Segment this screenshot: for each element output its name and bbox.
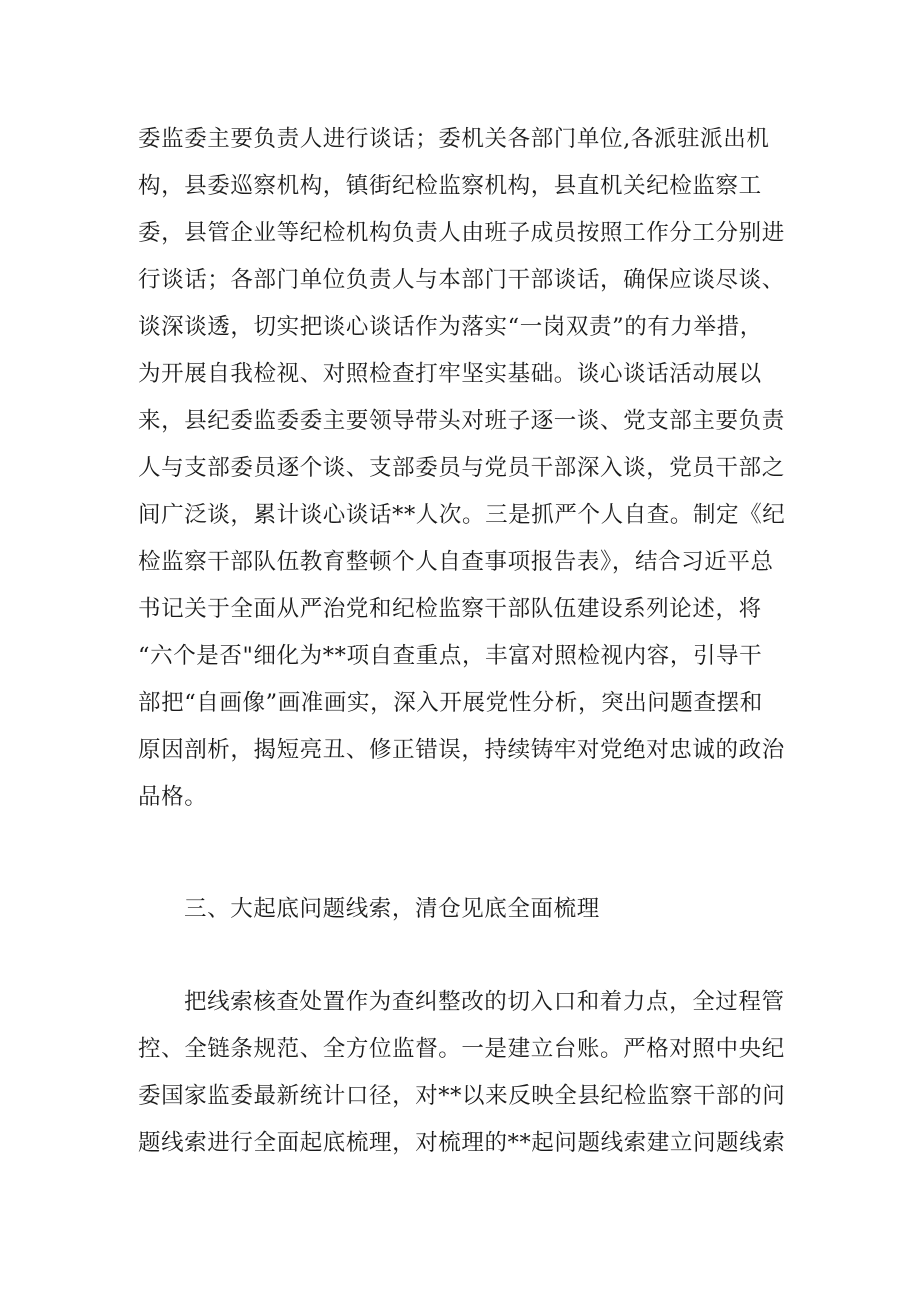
text-line: 部把“自画像”画准画实，深入开展党性分析，突出问题查摆和 (138, 690, 763, 716)
text-line: 题线索进行全面起底梳理，对梳理的**起问题线索建立问题线索 (138, 1130, 786, 1156)
text-line: 来，县纪委监委委主要领导带头对班子逐一谈、党支部主要负责 (138, 408, 785, 434)
text-line: 谈深谈透，切实把谈心谈话作为落实“一岗双责”的有力举措， (138, 314, 763, 340)
text-line: 委国家监委最新统计口径，对**以来反映全县纪检监察干部的问 (138, 1083, 786, 1109)
text-line: 为开展自我检视、对照检查打牢坚实基础。谈心谈话活动展以 (138, 361, 762, 387)
text-line: 行谈话；各部门单位负责人与本部门干部谈话，确保应谈尽谈、 (138, 267, 785, 293)
text-line: 品格。 (138, 784, 208, 810)
text-line: “六个是否"细化为**项自查重点，丰富对照检视内容，引导干 (138, 643, 763, 669)
text-line: 构，县委巡察机构，镇街纪检监察机构，县直机关纪检监察工 (138, 173, 762, 199)
text-line: 委，县管企业等纪检机构负责人由班子成员按照工作分工分别进 (138, 220, 785, 246)
text-line: 书记关于全面从严治党和纪检监察干部队伍建设系列论述，将 (138, 596, 762, 622)
text-line: 控、全链条规范、全方位监督。一是建立台账。严格对照中央纪 (138, 1036, 785, 1062)
text-line: 委监委主要负责人进行谈话；委机关各部门单位,各派驻派出机 (138, 126, 770, 152)
text-line: 原因剖析，揭短亮丑、修正错误，持续铸牢对党绝对忠诚的政治 (138, 737, 785, 763)
text-line: 间广泛谈，累计谈心谈话**人次。三是抓严个人自查。制定《纪 (138, 502, 786, 528)
text-line: 把线索核查处置作为查纠整改的切入口和着力点，全过程管 (184, 989, 785, 1015)
text-line: 检监察干部队伍教育整顿个人自查事项报告表》，结合习近平总 (138, 549, 774, 575)
text-line: 人与支部委员逐个谈、支部委员与党员干部深入谈，党员干部之 (138, 455, 785, 481)
section-heading: 三、大起底问题线索，清仓见底全面梳理 (184, 896, 600, 922)
